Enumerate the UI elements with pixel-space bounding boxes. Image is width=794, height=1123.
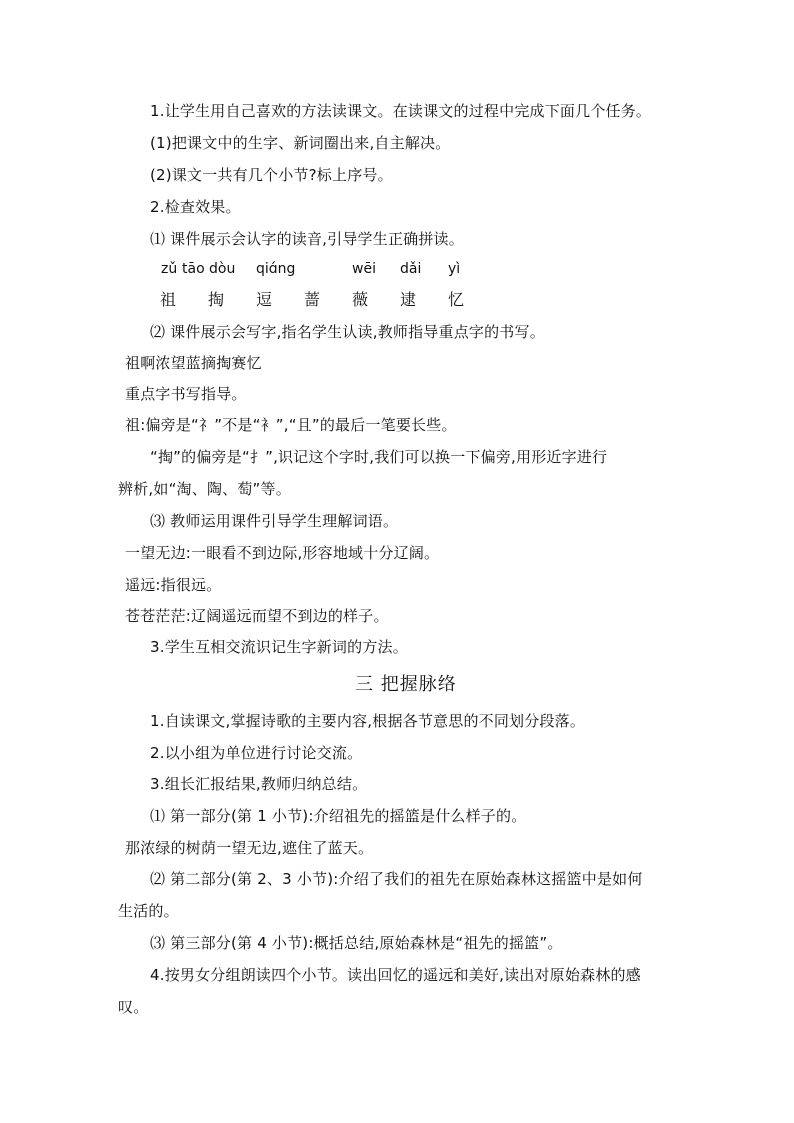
check-item-3: ⑶ 教师运用课件引导学生理解词语。 [150,512,399,530]
step-3-instruction: 3.学生互相交流识记生字新词的方法。 [150,638,408,656]
pinyin-row [0,259,794,279]
pinyin-item: wēi [352,261,376,277]
section-heading: 三 把握脉络 [355,674,457,695]
part-2: ⑵ 第二部分(第 2、3 小节):介绍了我们的祖先在原始森林这摇篮中是如何 [150,870,643,888]
guidance-tao-continued: 辨析,如“淘、陶、萄”等。 [118,480,291,498]
word-definition-1: 一望无边:一眼看不到边际,形容地域十分辽阔。 [125,544,440,562]
step-1-instruction: 1.让学生用自己喜欢的方法读课文。在读课文的过程中完成下面几个任务。 [150,102,652,120]
part-1: ⑴ 第一部分(第 1 小节):介绍祖先的摇篮是什么样子的。 [150,807,527,825]
character-item: 薇 [352,290,369,309]
guidance-tao: “掏”的偏旁是“扌”,识记这个字时,我们可以换一下偏旁,用形近字进行 [150,448,608,466]
section-step-1: 1.自读课文,掌握诗歌的主要内容,根据各节意思的不同划分段落。 [150,712,586,730]
character-item: 逗 [256,290,273,309]
section-step-2: 2.以小组为单位进行讨论交流。 [150,744,363,762]
step-2-heading: 2.检查效果。 [150,198,241,216]
pinyin-item: yì [448,261,461,277]
character-item: 祖 [160,290,177,309]
character-item: 逮 [400,290,417,309]
character-item: 忆 [448,290,465,309]
pinyin-item: qiɑ́ng [256,261,296,277]
writing-guidance-title: 重点字书写指导。 [125,385,247,403]
section-step-4-continued: 叹。 [118,998,149,1016]
part-1-quote: 那浓绿的树荫一望无边,遮住了蓝天。 [125,839,374,857]
pinyin-item: zǔ [161,261,178,277]
section-step-3: 3.组长汇报结果,教师归纳总结。 [150,775,368,793]
writing-characters: 祖啊浓望蓝摘掏赛忆 [125,354,262,372]
part-3: ⑶ 第三部分(第 4 小节):概括总结,原始森林是“祖先的摇篮”。 [150,934,563,952]
check-item-1: ⑴ 课件展示会认字的读音,引导学生正确拼读。 [150,230,464,248]
pinyin-item: dǎi [400,261,422,277]
section-step-4: 4.按男女分组朗读四个小节。读出回忆的遥远和美好,读出对原始森林的感 [150,966,641,984]
pinyin-item: tāo [182,261,205,277]
task-1: (1)把课文中的生字、新词圈出来,自主解决。 [150,134,451,152]
task-2: (2)课文一共有几个小节?标上序号。 [150,166,393,184]
word-definition-3: 苍苍茫茫:辽阔遥远而望不到边的样子。 [125,607,389,625]
pinyin-item: dòu [209,261,236,277]
guidance-zu: 祖:偏旁是“礻”不是“衤”,“且”的最后一笔要长些。 [125,416,457,434]
check-item-2: ⑵ 课件展示会写字,指名学生认读,教师指导重点字的书写。 [150,323,545,341]
part-2-continued: 生活的。 [118,902,179,920]
character-item: 掏 [208,290,225,309]
character-row [0,290,794,310]
word-definition-2: 遥远:指很远。 [125,576,222,594]
character-item: 蔷 [304,290,321,309]
